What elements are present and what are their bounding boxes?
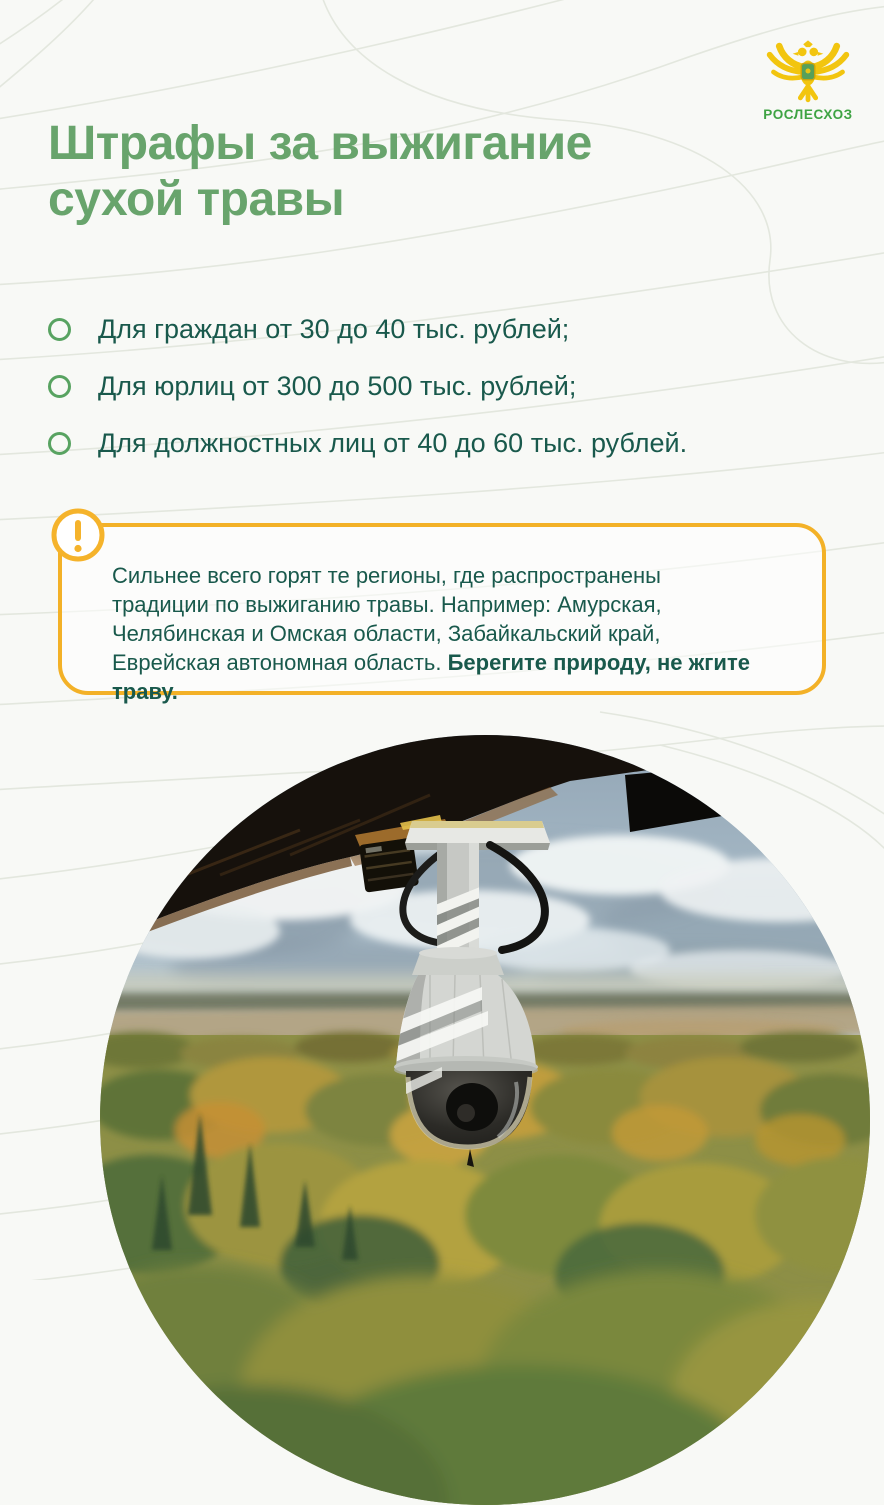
page-title-line-2: сухой травы xyxy=(48,173,345,226)
exclamation-icon xyxy=(50,507,106,563)
rosleskhoz-logo xyxy=(758,40,858,122)
camera-photo xyxy=(100,735,870,1505)
fine-label: Для должностных лиц от 40 до 60 тыс. рублей. xyxy=(98,427,688,458)
logo-text: РОСЛЕСХОЗ xyxy=(763,107,853,122)
list-item xyxy=(48,426,687,460)
fine-label: Для юрлиц от 300 до 500 тыс. рублей; xyxy=(98,370,577,401)
bullet-circle-icon xyxy=(48,318,71,341)
callout-text-bold: Берегите природу, не жгите траву. xyxy=(112,650,750,704)
fines-list xyxy=(48,312,687,483)
double-headed-eagle-icon xyxy=(762,40,854,104)
bullet-circle-icon xyxy=(48,375,71,398)
page-title xyxy=(48,116,592,228)
list-item xyxy=(48,369,687,403)
callout-text-regular: Сильнее всего горят те регионы, где распространены традиции по выжиганию травы. Например: Амурская, Челябинская и Омская области, Забайкальский край, Еврейская автономная область. xyxy=(112,563,662,675)
callout-text xyxy=(112,561,760,706)
page-title-line-1: Штрафы за выжигание xyxy=(48,117,592,170)
list-item xyxy=(48,312,687,346)
bullet-circle-icon xyxy=(48,432,71,455)
fine-label: Для граждан от 30 до 40 тыс. рублей; xyxy=(98,313,570,344)
warning-callout xyxy=(58,523,826,704)
